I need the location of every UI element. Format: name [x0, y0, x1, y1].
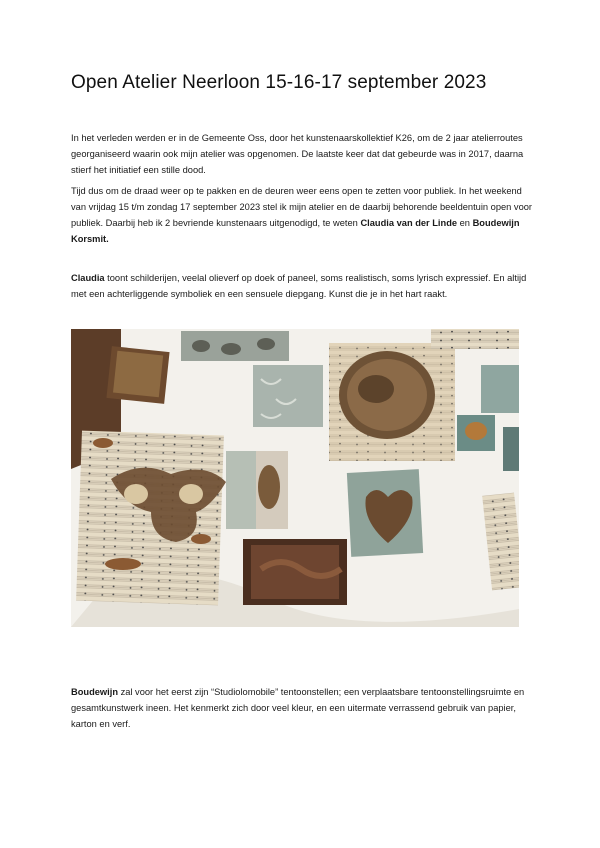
paragraph-boudewijn	[71, 684, 533, 732]
artist-name-boudewijn: Boudewijn Korsmit.	[71, 218, 520, 244]
page-title: Open Atelier Neerloon 15-16-17 september 2023	[71, 72, 487, 93]
paragraph-claudia-text: toont schilderijen, veelal olieverf op doek of paneel, soms realistisch, soms lyrisch expressief. En altijd met een achterliggende symboliek en een sensuele diepgang. Kunst die je in het hart raakt.	[71, 273, 527, 299]
artist-name-claudia: Claudia van der Linde	[360, 218, 458, 228]
paragraph-invitation-text: Tijd dus om de draad weer op te pakken en de deuren weer eens open te zetten voor publiek. In het weekend van vrijdag 15 t/m zondag 17 september 2023 stel ik mijn atelier en de daarbij behorende beeldentuin open voor publiek. Daarbij heb ik 2 bevriende kunstenaars uitgenodigd, te weten	[71, 186, 533, 228]
paragraph-invitation	[71, 183, 533, 247]
paragraph-history	[71, 130, 533, 178]
paragraph-boudewijn-text: zal voor het eerst zijn “Studiolomobile” tentoonstellen; een verplaatsbare tentoonstellingsruimte en gesamtkunstwerk ineen. Het kenmerkt zich door veel kleur, en een uitermate verrassend gebruik van papier, karton en verf.	[71, 687, 525, 729]
paragraph-invitation-connector: en	[457, 218, 473, 228]
artwork-photo	[71, 329, 519, 627]
paragraph-claudia-name: Claudia	[71, 273, 105, 283]
paragraph-boudewijn-name: Boudewijn	[71, 687, 118, 697]
paragraph-history-text: In het verleden werden er in de Gemeente Oss, door het kunstenaarskollektief K26, om de 2 jaar atelierroutes georganiseerd waarin ook mijn atelier was opgenomen. De laatste keer dat dat gebeurde was in 2017, daarna stierf het initiatief een stille dood.	[71, 133, 524, 175]
paragraph-claudia	[71, 270, 533, 302]
